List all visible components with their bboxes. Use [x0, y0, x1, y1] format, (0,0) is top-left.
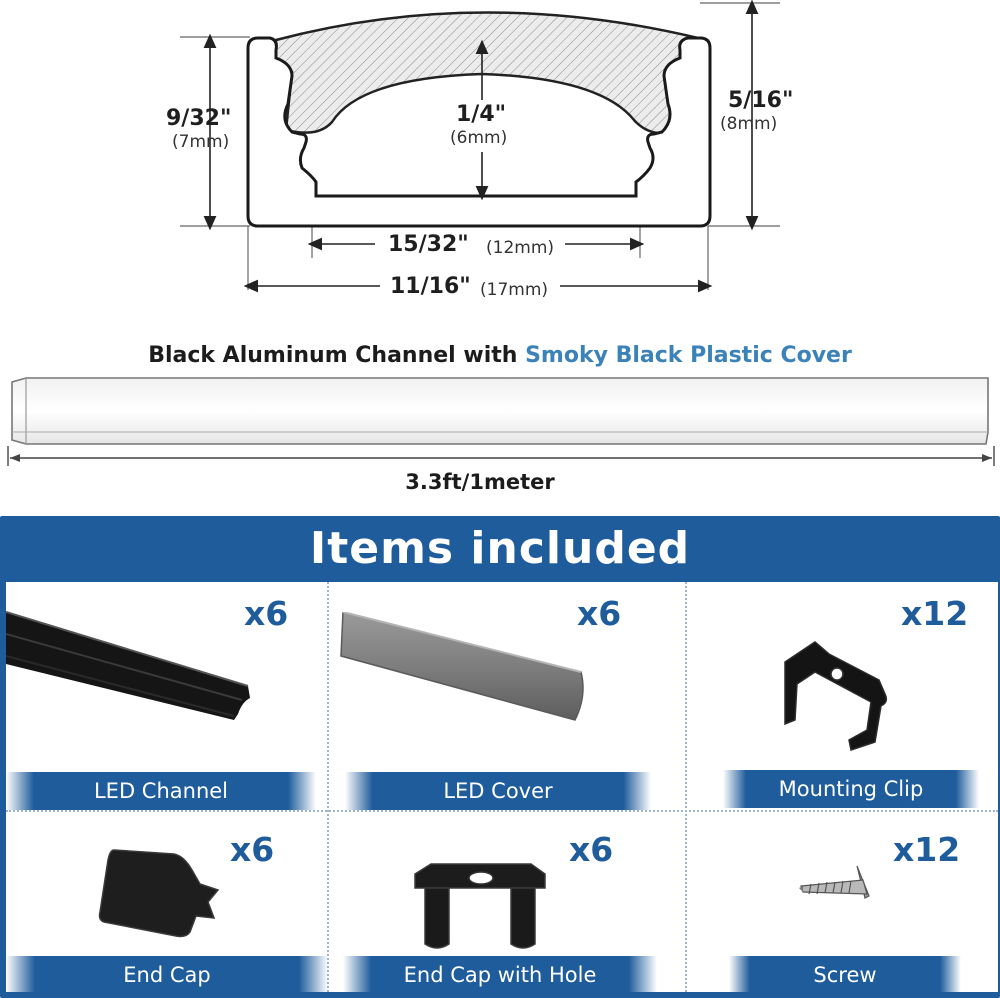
- item-screw: [687, 812, 998, 992]
- item-end-cap-with-hole: [329, 812, 685, 992]
- led-cover-icon: [337, 612, 587, 732]
- left-height-fraction: 9/32": [166, 106, 232, 131]
- item-quantity: x6: [244, 594, 289, 633]
- item-label: Mounting Clip: [778, 777, 924, 801]
- channel-profile-drawing: [0, 0, 1000, 310]
- item-label: LED Channel: [93, 779, 229, 803]
- item-quantity: x6: [569, 830, 614, 869]
- item-quantity: x6: [230, 830, 275, 869]
- item-label: End Cap with Hole: [403, 963, 597, 987]
- outer-width-fraction: 11/16": [390, 274, 471, 299]
- end-cap-icon: [96, 846, 226, 946]
- end-cap-with-hole-icon: [411, 848, 551, 958]
- product-title-main: Black Aluminum Channel with: [148, 343, 526, 368]
- item-label-bar: [6, 956, 328, 994]
- product-title-accent: Smoky Black Plastic Cover: [525, 343, 852, 368]
- product-title: [0, 343, 1000, 368]
- item-label-bar: [345, 772, 651, 810]
- item-label-bar: [343, 956, 657, 994]
- led-channel-icon: [6, 604, 256, 724]
- length-label: 3.3ft/1meter: [405, 470, 555, 494]
- right-height-fraction: 5/16": [728, 88, 794, 113]
- item-label: End Cap: [123, 963, 211, 987]
- item-label-bar: [6, 772, 316, 810]
- items-included-title: Items included: [309, 523, 691, 574]
- item-quantity: x12: [901, 594, 969, 633]
- item-end-cap: [6, 812, 326, 992]
- item-mounting-clip: [687, 582, 998, 810]
- item-label-bar: [729, 956, 961, 994]
- inner-width-metric: (12mm): [486, 238, 555, 258]
- inner-width-fraction: 15/32": [388, 232, 469, 257]
- profile-dimension-diagram: [0, 0, 1000, 310]
- item-led-cover: [329, 582, 685, 810]
- item-led-channel: [6, 582, 326, 810]
- mounting-clip-icon: [775, 632, 895, 752]
- item-label: Screw: [813, 963, 877, 987]
- item-label-bar: [723, 770, 979, 808]
- inner-depth-metric: (6mm): [450, 128, 508, 148]
- inner-depth-fraction: 1/4": [456, 102, 507, 127]
- item-quantity: x12: [893, 830, 961, 869]
- items-grid: [6, 582, 998, 992]
- left-height-metric: (7mm): [172, 132, 230, 152]
- item-label: LED Cover: [443, 779, 553, 803]
- right-height-metric: (8mm): [720, 114, 778, 134]
- screw-icon: [797, 862, 887, 922]
- outer-width-metric: (17mm): [480, 280, 549, 300]
- item-quantity: x6: [577, 594, 622, 633]
